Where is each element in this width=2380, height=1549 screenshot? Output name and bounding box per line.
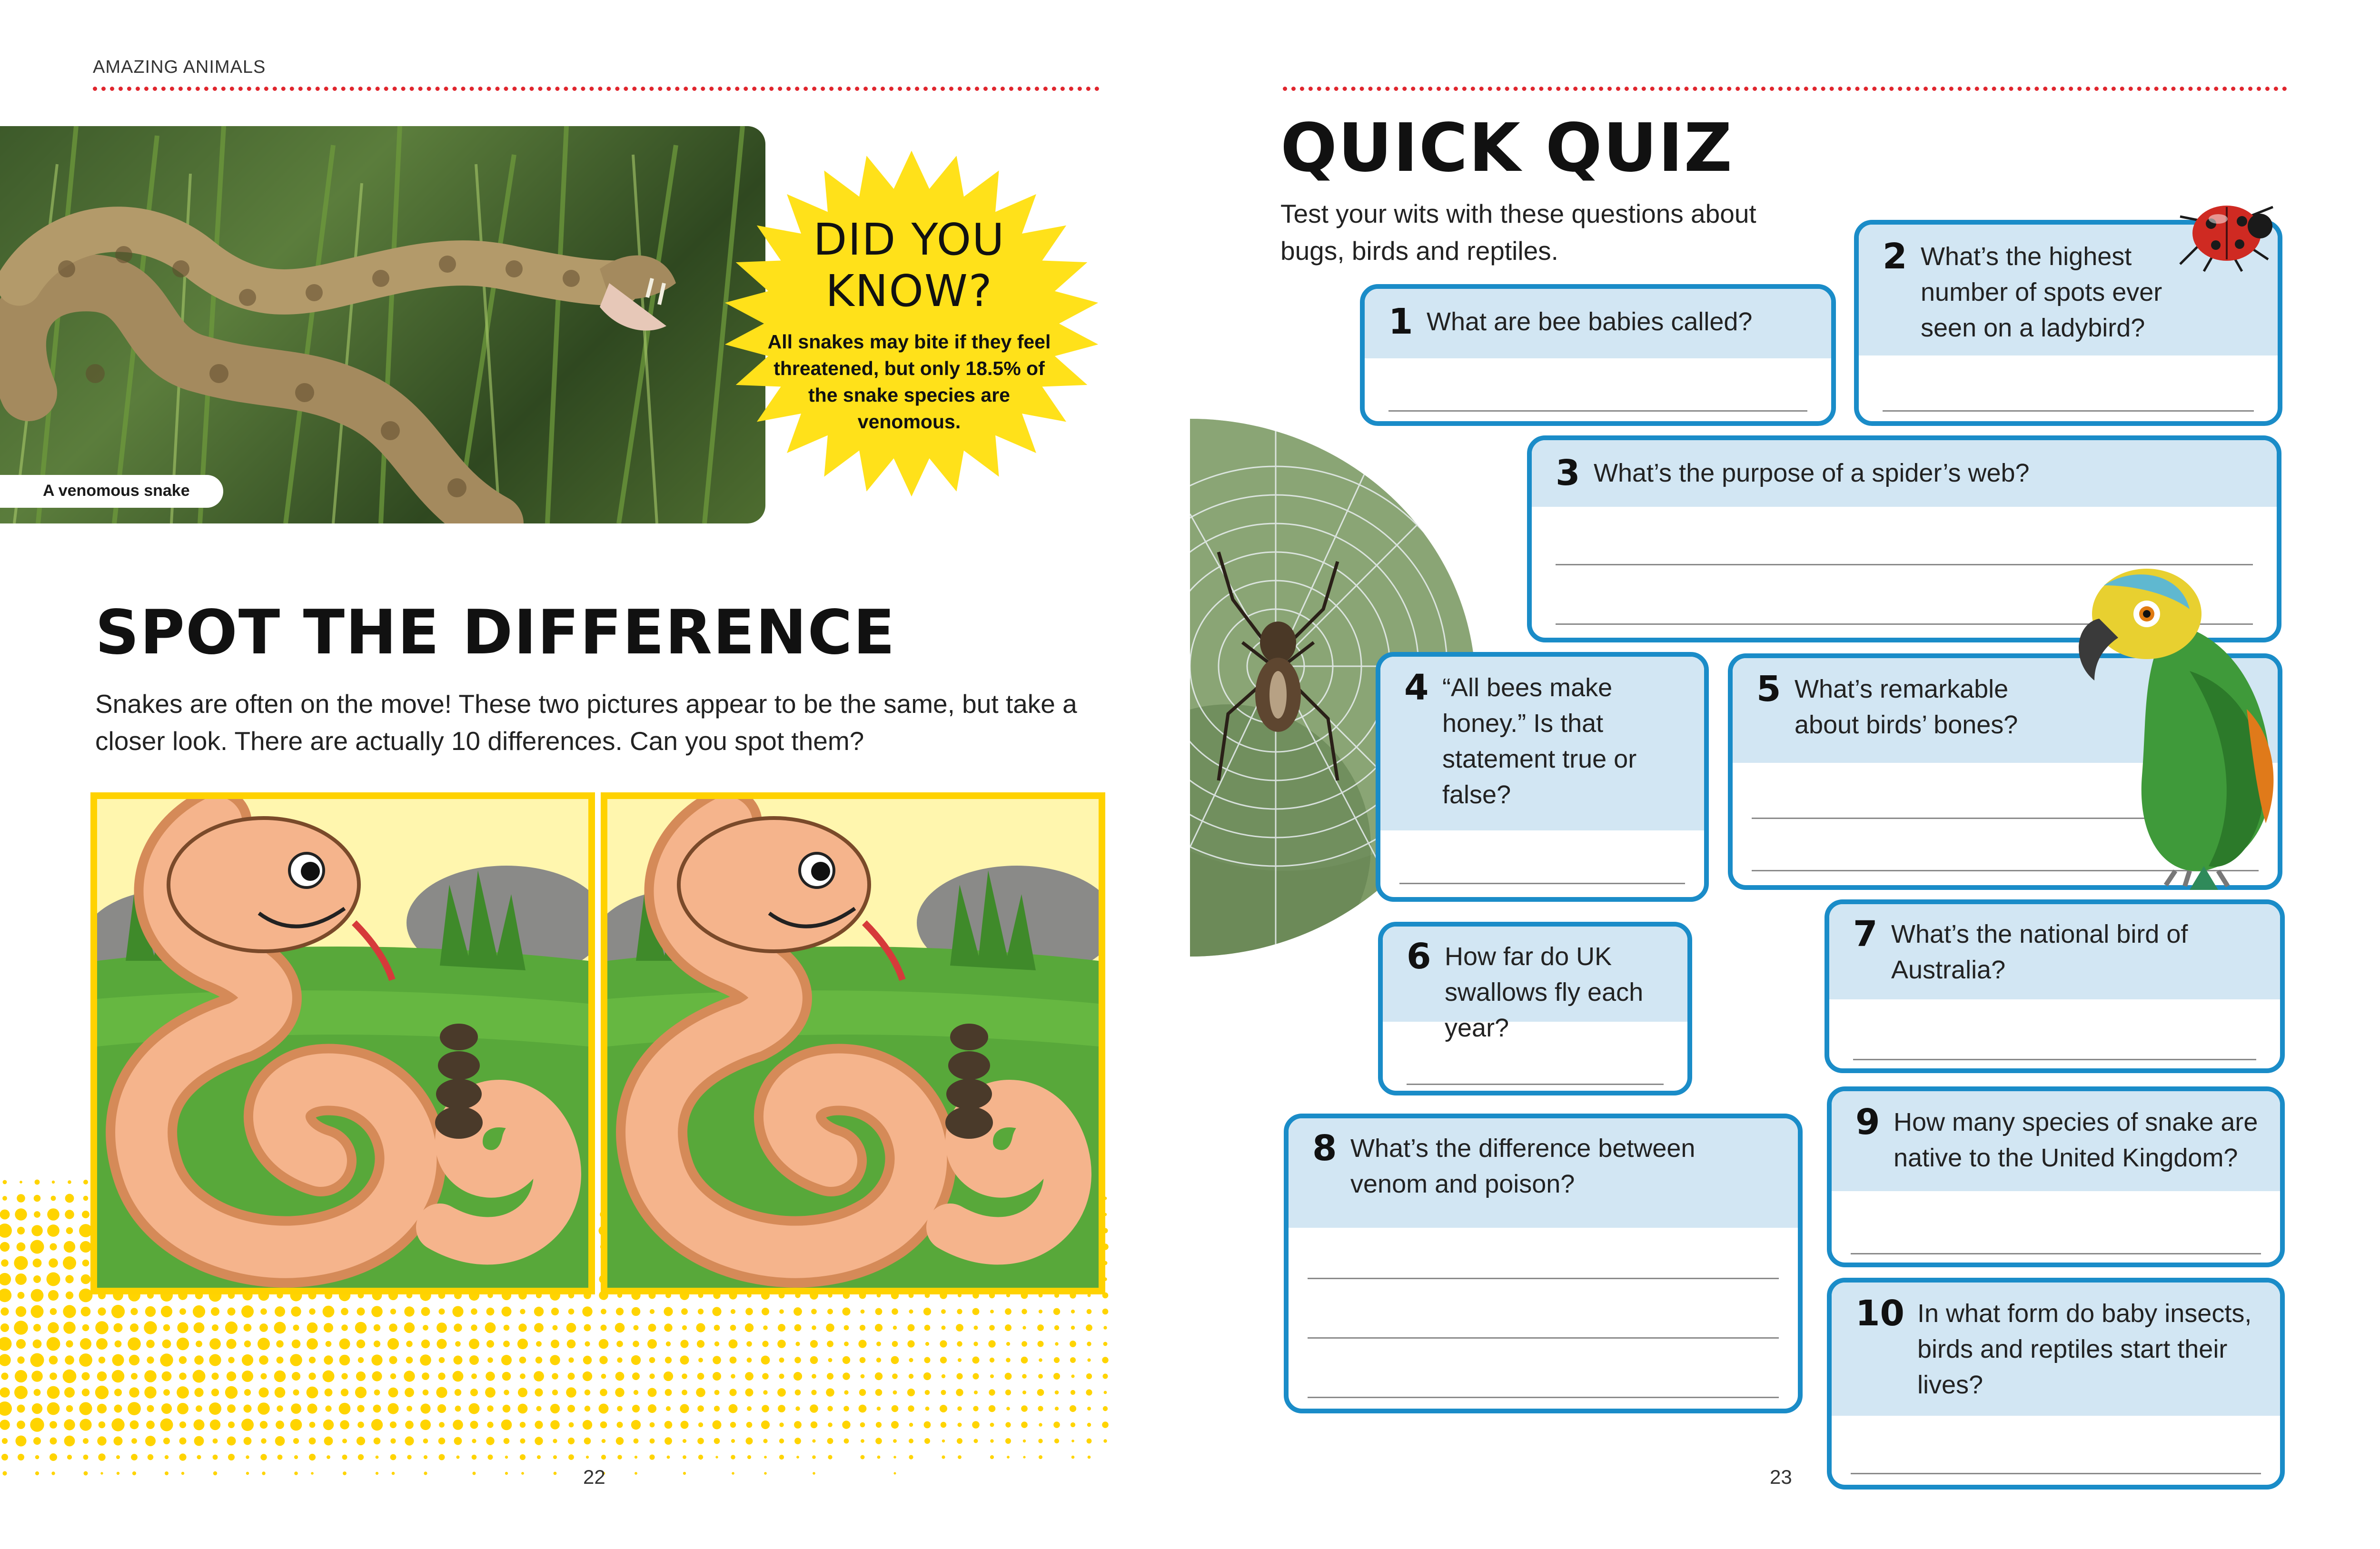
question-number: 8 [1312, 1128, 1337, 1169]
answer-line[interactable] [1851, 1473, 2261, 1474]
quick-quiz-intro: Test your wits with these questions about bugs, birds and reptiles. [1280, 199, 1756, 266]
question-text: What’s the national bird of Australia? [1891, 920, 2188, 984]
did-you-know-title: DID YOU KNOW? [813, 214, 1005, 316]
page-number-left: 22 [583, 1466, 605, 1488]
starburst-shape [714, 143, 1109, 504]
question-text: “All bees make honey.” Is that statement true or false? [1442, 673, 1637, 809]
ladybird-icon [2171, 188, 2280, 274]
page-header: AMAZING ANIMALS [93, 57, 266, 77]
question-text: In what form do baby insects, birds and reptiles start their lives? [1917, 1299, 2252, 1399]
answer-line[interactable] [1407, 1084, 1664, 1085]
question-number: 2 [1883, 236, 1907, 277]
question-text: What are bee babies called? [1427, 307, 1753, 336]
question-number: 4 [1404, 667, 1429, 708]
did-you-know-text: All snakes may bite if they feel threatened, but only 18.5% of the snake species are venomous. [767, 331, 1051, 433]
snake-photo [0, 126, 765, 523]
photo-caption: A venomous snake [0, 475, 223, 508]
spot-picture-left [90, 792, 595, 1294]
answer-line[interactable] [1883, 410, 2254, 412]
spot-picture-right [601, 792, 1105, 1294]
cartoon-snake-right [607, 799, 1099, 1288]
header-divider-left [93, 87, 1100, 91]
answer-line[interactable] [1308, 1397, 1779, 1398]
quiz-card-1 [1360, 284, 1836, 426]
question-text: How many species of snake are native to the United Kingdom? [1894, 1108, 2258, 1172]
spot-the-difference-intro: Snakes are often on the move! These two pictures appear to be the same, but take a closer look. There are actually 10 differences. Can you spot them? [95, 689, 1077, 756]
question-number: 3 [1556, 453, 1580, 493]
snake-illustration [0, 126, 765, 523]
question-number: 7 [1853, 914, 1878, 955]
quiz-card-8 [1284, 1114, 1803, 1413]
question-text: What’s the difference between venom and poison? [1350, 1134, 1696, 1198]
answer-line[interactable] [1556, 564, 2253, 565]
quiz-card-4 [1376, 652, 1709, 902]
answer-line[interactable] [1388, 410, 1807, 412]
question-text: What’s remarkable about birds’ bones? [1795, 675, 2018, 739]
answer-line[interactable] [1308, 1278, 1779, 1279]
question-number: 9 [1855, 1102, 1880, 1143]
parrot-icon [2047, 566, 2294, 890]
question-text: How far do UK swallows fly each year? [1445, 942, 1644, 1042]
quiz-card-10 [1827, 1278, 2285, 1490]
answer-line[interactable] [1399, 883, 1685, 884]
question-number: 6 [1407, 936, 1431, 977]
cartoon-snake-left [97, 799, 588, 1288]
header-divider-right [1283, 87, 2287, 91]
quiz-card-6 [1378, 922, 1692, 1095]
question-text: What’s the purpose of a spider’s web? [1594, 459, 2030, 487]
quiz-card-7 [1825, 899, 2285, 1073]
page-number-right: 23 [1770, 1466, 1792, 1488]
spot-the-difference-title: SPOT THE DIFFERENCE [95, 597, 896, 668]
quiz-card-9 [1827, 1086, 2285, 1267]
answer-line[interactable] [1851, 1253, 2261, 1254]
question-text: What’s the highest number of spots ever seen on a ladybird? [1921, 242, 2162, 342]
question-number: 5 [1756, 669, 1781, 710]
answer-line[interactable] [1853, 1059, 2256, 1060]
question-number: 1 [1388, 301, 1413, 342]
quick-quiz-title: QUICK QUIZ [1280, 109, 1734, 187]
question-number: 10 [1855, 1293, 1904, 1334]
answer-line[interactable] [1308, 1337, 1779, 1339]
